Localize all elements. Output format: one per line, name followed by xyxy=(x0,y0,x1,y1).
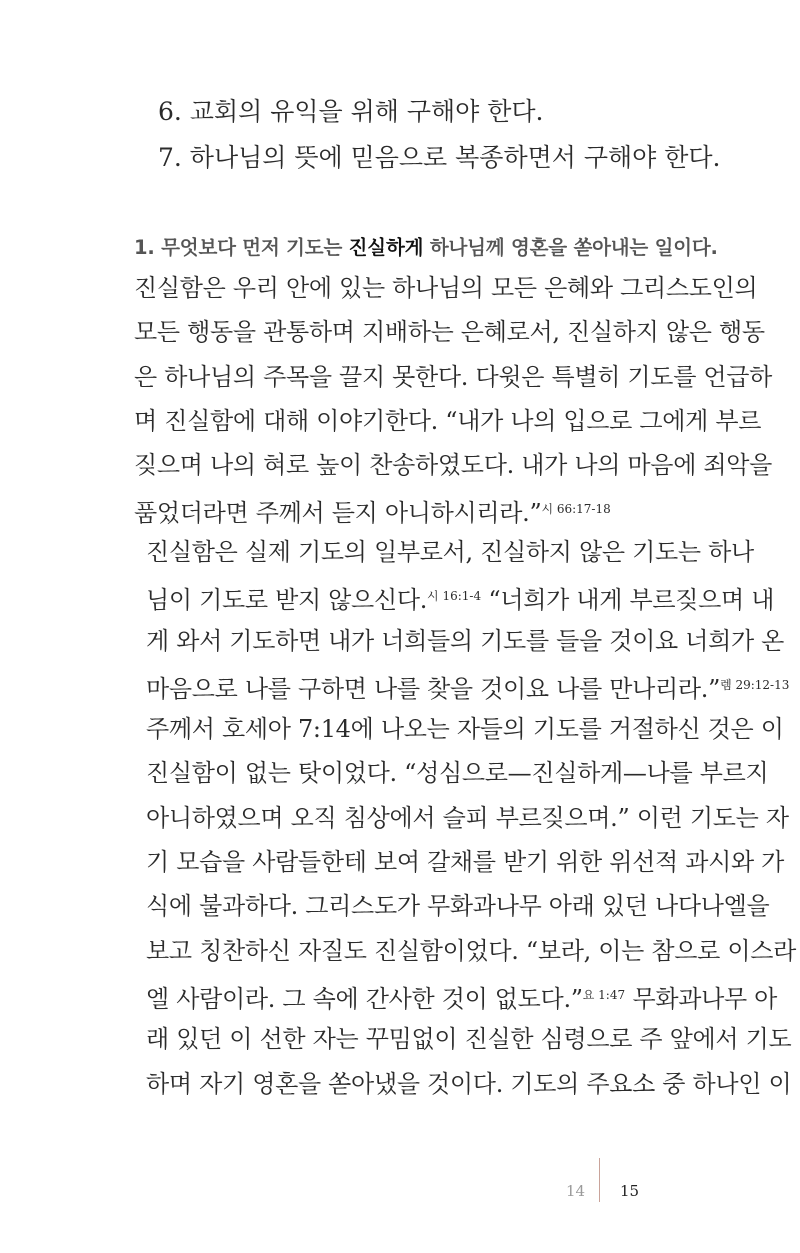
scripture-reference: 렘 29:12-13 xyxy=(720,677,790,692)
para2-line xyxy=(134,973,778,1017)
para2-line: 주께서 호세아 7:14에 나오는 자들의 기도를 거절하신 것은 이 xyxy=(146,715,784,744)
para2-line: 보고 칭찬하신 자질도 진실함이었다. “보라, 이는 참으로 이스라 xyxy=(146,936,797,965)
para1-last-text: 품었더라면 주께서 듣지 아니하시리라.” xyxy=(134,499,542,528)
list-item-6: 6. 교회의 유익을 위해 구해야 한다. xyxy=(158,97,544,126)
heading-part1: 1. 무엇보다 먼저 기도는 xyxy=(134,236,349,259)
para1-line: 진실함은 우리 안에 있는 하나님의 모든 은혜와 그리스도인의 xyxy=(134,274,758,302)
page-number-left: 14 xyxy=(566,1182,586,1200)
para2-line: 식에 불과하다. 그리스도가 무화과나무 아래 있던 나다나엘을 xyxy=(146,892,770,921)
para1-line-last xyxy=(134,487,700,531)
para2-line: 하며 자기 영혼을 쏟아냈을 것이다. 기도의 주요소 중 하나인 이 xyxy=(146,1069,792,1098)
para2-line: 진실함은 실제 기도의 일부로서, 진실하지 않은 기도는 하나 xyxy=(146,538,754,566)
para2-text: 님이 기도로 받지 않으신다. xyxy=(146,586,428,615)
scripture-reference: 요 1:47 xyxy=(582,987,626,1002)
para2-text: 엘 사람이라. 그 속에 간사한 것이 없도다.” xyxy=(146,984,583,1013)
heading-part2: 하나님께 영혼을 쏟아내는 일이다. xyxy=(423,236,718,259)
para2-line: 진실함이 없는 탓이었다. “성심으로—진실하게—나를 부르지 xyxy=(146,759,769,788)
paragraph-2 xyxy=(134,530,797,1106)
scripture-reference: 시 66:17-18 xyxy=(541,502,611,517)
para1-line: 은 하나님의 주목을 끌지 못한다. 다윗은 특별히 기도를 언급하 xyxy=(134,362,773,391)
heading-emphasis: 진실하게 xyxy=(348,236,424,259)
footer-divider xyxy=(599,1158,600,1202)
list-item-7: 7. 하나님의 뜻에 믿음으로 복종하면서 구해야 한다. xyxy=(158,143,721,172)
paragraph-1 xyxy=(134,266,773,532)
para2-line: 아니하였으며 오직 침상에서 슬피 부르짖으며.” 이런 기도는 자 xyxy=(146,803,789,832)
para1-line: 며 진실함에 대해 이야기한다. “내가 나의 입으로 그에게 부르 xyxy=(134,406,762,435)
para2-line: 래 있던 이 선한 자는 꾸밈없이 진실한 심령으로 주 앞에서 기도 xyxy=(146,1025,792,1054)
para2-line xyxy=(134,574,775,618)
para2-line xyxy=(134,663,790,707)
para1-line: 짖으며 나의 혀로 높이 찬송하였도다. 내가 나의 마음에 죄악을 xyxy=(134,451,773,480)
para2-line: 게 와서 기도하면 내가 너희들의 기도를 들을 것이요 너희가 온 xyxy=(146,626,785,655)
page-footer xyxy=(0,1170,800,1210)
section-heading xyxy=(134,232,718,260)
scripture-reference: 시 16:1-4 xyxy=(427,589,482,604)
para2-text: 무화과나무 아 xyxy=(625,984,778,1013)
para1-line: 모든 행동을 관통하며 지배하는 은혜로서, 진실하지 않은 행동 xyxy=(134,318,765,347)
page-number-right: 15 xyxy=(620,1182,640,1200)
para2-line: 기 모습을 사람들한테 보여 갈채를 받기 위한 위선적 과시와 가 xyxy=(146,848,785,877)
para2-text: 마음으로 나를 구하면 나를 찾을 것이요 나를 만나리라.” xyxy=(146,674,721,703)
para2-text: “너희가 내게 부르짖으며 내 xyxy=(481,586,775,615)
